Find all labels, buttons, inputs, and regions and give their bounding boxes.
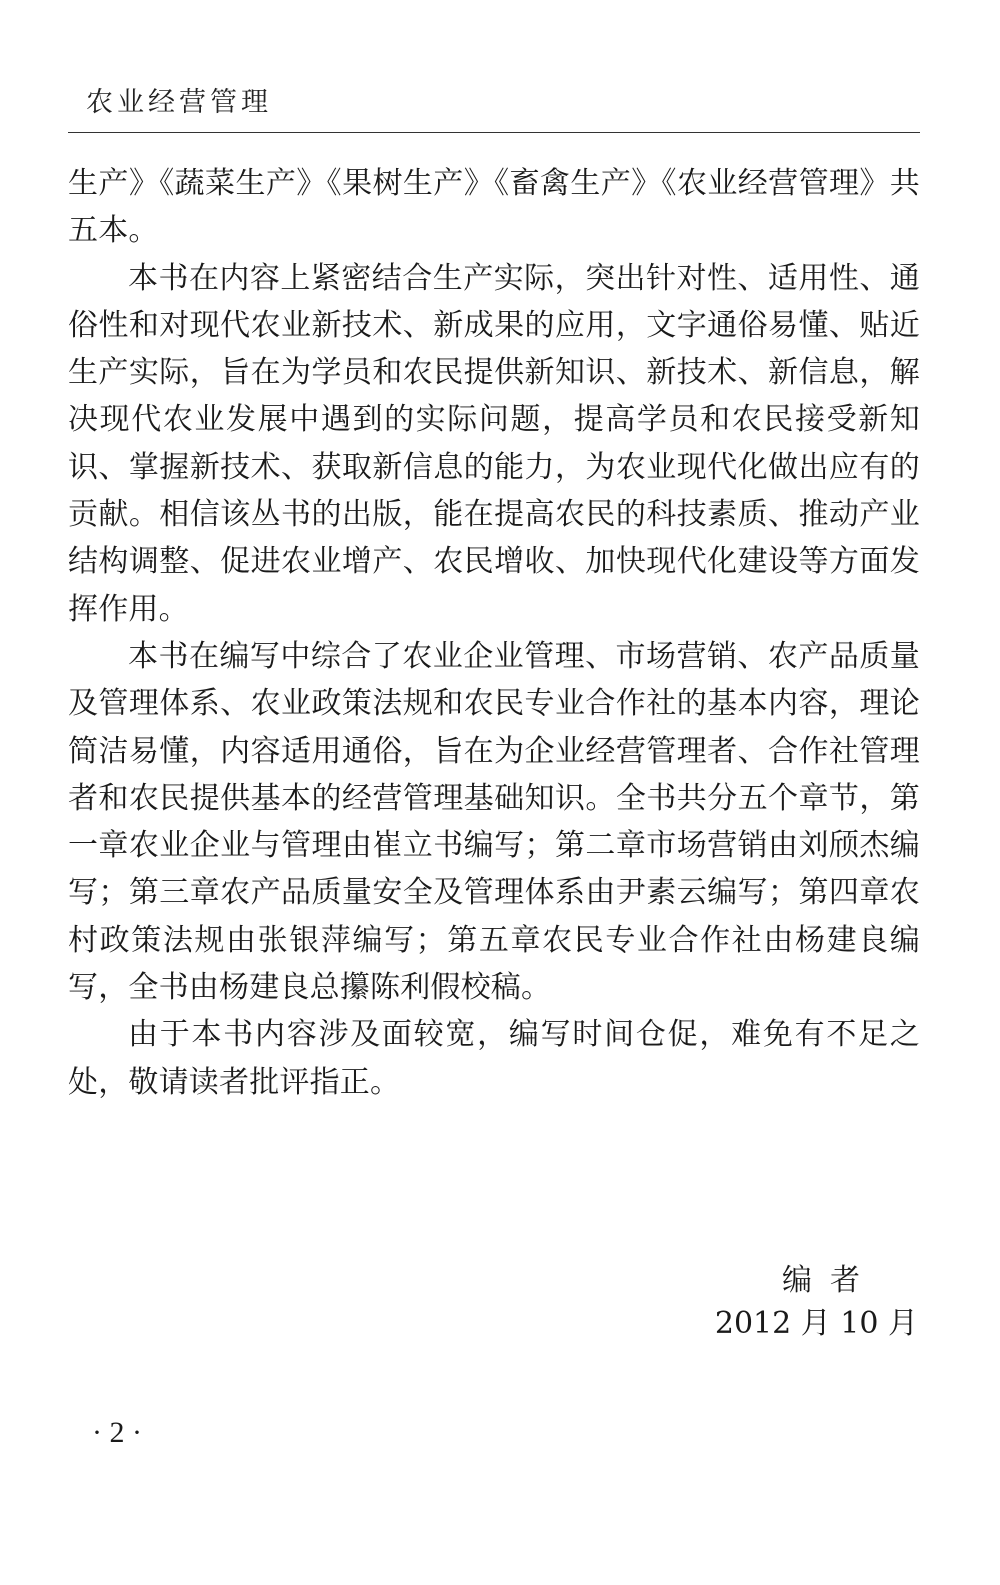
signature-date: 2012 月 10 月: [714, 1306, 918, 1341]
body-text: [68, 160, 920, 1106]
header-rule: [68, 132, 920, 133]
running-header-title: 农业经营管理: [86, 87, 272, 118]
paragraph: 本书在编写中综合了农业企业管理、市场营销、农产品质量及管理体系、农业政策法规和农民专业合作社的基本内容，理论简洁易懂，内容适用通俗，旨在为企业经营管理者、合作社管理者和农民提供基本的经营管理基础知识。全书共分五个章节，第一章农业企业与管理由崔立书编写；第二章市场营销由刘颀杰编写；第三章农产品质量安全及管理体系由尹素云编写；第四章农村政策法规由张银萍编写；第五章农民专业合作社由杨建良编写，全书由杨建良总攥陈利假校稿。: [68, 638, 920, 1006]
paragraph: 本书在内容上紧密结合生产实际，突出针对性、适用性、通俗性和对现代农业新技术、新成果的应用，文字通俗易懂、贴近生产实际，旨在为学员和农民提供新知识、新技术、新信息，解决现代农业发展中遇到的实际问题，提高学员和农民接受新知识、掌握新技术、获取新信息的能力，为农业现代化做出应有的贡献。相信该丛书的出版，能在提高农民的科技素质、推动产业结构调整、促进农业增产、农民增收、加快现代化建设等方面发挥作用。: [68, 260, 920, 627]
signature-author: 编者: [782, 1263, 878, 1298]
page-number: · 2 ·: [92, 1416, 142, 1449]
paragraph-continued: 生产》《蔬菜生产》《果树生产》《畜禽生产》《农业经营管理》共五本。: [68, 166, 920, 249]
paragraph: 由于本书内容涉及面较宽，编写时间仓促，难免有不足之处，敬请读者批评指正。: [68, 1017, 920, 1100]
